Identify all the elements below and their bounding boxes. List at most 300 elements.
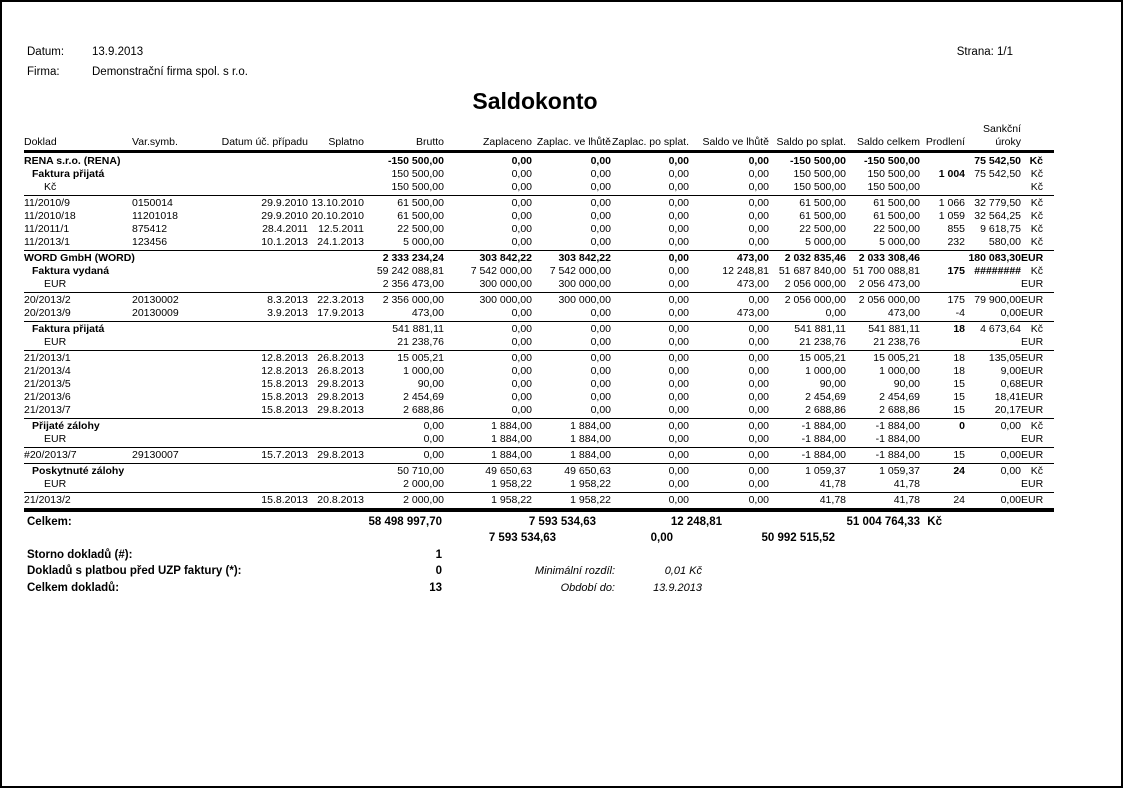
cell-var-symb: 29130007 bbox=[132, 449, 179, 461]
cell-var-symb bbox=[124, 252, 212, 265]
cell-prodleni: 0 bbox=[959, 420, 965, 432]
cell-prodleni: 18 bbox=[953, 365, 965, 377]
cell-zaplaceno-po-splat: 0,00 bbox=[668, 465, 689, 477]
datum-value: 13.9.2013 bbox=[92, 46, 144, 58]
celkem2-zaplaceno-po-splat: 0,00 bbox=[650, 532, 673, 544]
cell-mena: Kč bbox=[1029, 155, 1043, 167]
cell-sankcni-uroky: 135,05 bbox=[988, 352, 1021, 364]
table-row bbox=[24, 352, 1054, 365]
cell-saldo-ve-lhute: 0,00 bbox=[748, 378, 769, 390]
cell-prodleni: 175 bbox=[947, 294, 965, 306]
cell-zaplaceno-ve-lhute: 0,00 bbox=[590, 378, 611, 390]
cell-zaplaceno-po-splat: 0,00 bbox=[668, 449, 689, 461]
cell-zaplaceno-ve-lhute: 0,00 bbox=[590, 181, 611, 193]
cell-zaplaceno-po-splat: 0,00 bbox=[668, 323, 689, 335]
cell-zaplaceno-po-splat: 0,00 bbox=[668, 433, 689, 445]
cell-mena: EUR bbox=[1021, 478, 1044, 490]
cell-sankcni-uroky: 4 673,64 bbox=[980, 323, 1021, 335]
table-row bbox=[24, 307, 1054, 320]
cell-prodleni: 15 bbox=[953, 378, 965, 390]
cell-datum-uc-pripadu: 15.8.2013 bbox=[261, 391, 308, 403]
cell-doklad: Faktura přijatá bbox=[32, 323, 105, 335]
cell-splatno bbox=[308, 478, 364, 491]
cell-zaplaceno: 0,00 bbox=[511, 223, 532, 235]
cell-zaplaceno-ve-lhute: 300 000,00 bbox=[558, 278, 611, 290]
cell-brutto: 2 356 473,00 bbox=[382, 278, 444, 290]
cell-splatno: 20.10.2010 bbox=[311, 210, 364, 222]
column-header-splatno: Splatno bbox=[328, 136, 364, 148]
cell-prodleni: 1 004 bbox=[938, 168, 965, 180]
cell-splatno bbox=[308, 155, 364, 168]
cell-saldo-po-splat: -150 500,00 bbox=[789, 155, 846, 167]
cell-datum-uc-pripadu: 15.8.2013 bbox=[261, 404, 308, 416]
datum-label: Datum: bbox=[27, 46, 65, 58]
cell-brutto: 0,00 bbox=[423, 433, 444, 445]
storno-row bbox=[24, 548, 1054, 563]
cell-zaplaceno: 0,00 bbox=[511, 236, 532, 248]
cell-doklad: 21/2013/2 bbox=[24, 494, 71, 506]
cell-zaplaceno-po-splat: 0,00 bbox=[668, 494, 689, 506]
cell-var-symb bbox=[124, 168, 212, 181]
cell-mena: Kč bbox=[1030, 465, 1043, 477]
cell-saldo-celkem: 2 056 000,00 bbox=[858, 294, 920, 306]
cell-zaplaceno-po-splat: 0,00 bbox=[668, 168, 689, 180]
cell-zaplaceno-po-splat: 0,00 bbox=[668, 252, 689, 264]
cell-saldo-ve-lhute: 0,00 bbox=[748, 236, 769, 248]
cell-var-symb: 11201018 bbox=[132, 210, 178, 222]
cell-zaplaceno-po-splat: 0,00 bbox=[668, 155, 689, 167]
cell-saldo-po-splat: 41,78 bbox=[819, 494, 846, 506]
separator-rule bbox=[24, 447, 1054, 448]
cell-mena: EUR bbox=[1021, 365, 1044, 377]
cell-zaplaceno-ve-lhute: 0,00 bbox=[590, 323, 611, 335]
cell-doklad: 11/2010/9 bbox=[24, 197, 70, 209]
cell-var-symb bbox=[124, 352, 212, 365]
cell-prodleni: 24 bbox=[953, 494, 965, 506]
cell-zaplaceno: 303 842,22 bbox=[479, 252, 532, 264]
cell-mena: Kč bbox=[1030, 265, 1043, 277]
column-header-brutto: Brutto bbox=[415, 136, 444, 148]
cell-splatno: 24.1.2013 bbox=[317, 236, 364, 248]
cell-mena: Kč bbox=[1030, 236, 1043, 248]
cell-var-symb bbox=[124, 323, 212, 336]
cell-saldo-celkem: 2 454,69 bbox=[879, 391, 920, 403]
cell-saldo-po-splat: 5 000,00 bbox=[805, 236, 846, 248]
cell-splatno: 26.8.2013 bbox=[317, 352, 364, 364]
cell-prodleni bbox=[920, 336, 965, 349]
cell-brutto: 0,00 bbox=[423, 449, 444, 461]
cell-zaplaceno-ve-lhute: 0,00 bbox=[590, 352, 611, 364]
cell-saldo-ve-lhute: 0,00 bbox=[748, 336, 769, 348]
cell-saldo-po-splat: 51 687 840,00 bbox=[778, 265, 846, 277]
cell-mena: Kč bbox=[1030, 181, 1043, 193]
cell-saldo-ve-lhute: 0,00 bbox=[748, 494, 769, 506]
cell-splatno bbox=[308, 336, 364, 349]
celkem-zaplaceno: 7 593 534,63 bbox=[528, 516, 596, 528]
cell-saldo-po-splat: -1 884,00 bbox=[801, 449, 846, 461]
cell-doklad: EUR bbox=[44, 433, 67, 445]
table-row bbox=[24, 265, 1054, 278]
table-row bbox=[24, 197, 1054, 210]
cell-splatno: 22.3.2013 bbox=[317, 294, 364, 306]
celkem-saldo-celkem: 51 004 764,33 bbox=[846, 516, 920, 528]
meta-datum-row bbox=[27, 42, 248, 62]
cell-zaplaceno-po-splat: 0,00 bbox=[668, 307, 689, 319]
cell-var-symb: 20130002 bbox=[132, 294, 179, 306]
cell-splatno bbox=[308, 433, 364, 446]
cell-mena: Kč bbox=[1030, 210, 1043, 222]
cell-var-symb bbox=[124, 265, 212, 278]
separator-rule bbox=[24, 250, 1054, 251]
cell-splatno bbox=[308, 278, 364, 291]
cell-brutto: 2 333 234,24 bbox=[382, 252, 444, 264]
cell-zaplaceno-ve-lhute: 0,00 bbox=[590, 223, 611, 235]
cell-prodleni bbox=[920, 155, 965, 168]
cell-saldo-po-splat: 541 881,11 bbox=[794, 323, 846, 335]
cell-brutto: 15 005,21 bbox=[397, 352, 444, 364]
cell-zaplaceno-ve-lhute: 0,00 bbox=[590, 391, 611, 403]
firma-value: Demonstrační firma spol. s r.o. bbox=[92, 66, 248, 78]
cell-saldo-po-splat: 61 500,00 bbox=[799, 197, 846, 209]
report-title: Saldokonto bbox=[472, 88, 598, 114]
cell-zaplaceno-ve-lhute: 0,00 bbox=[590, 236, 611, 248]
uzp-row bbox=[24, 564, 1054, 579]
cell-splatno bbox=[308, 465, 364, 478]
table-row bbox=[24, 155, 1054, 168]
cell-saldo-ve-lhute: 0,00 bbox=[748, 168, 769, 180]
cell-saldo-po-splat: -1 884,00 bbox=[801, 433, 846, 445]
cell-zaplaceno: 0,00 bbox=[511, 404, 532, 416]
cell-mena: Kč bbox=[1030, 420, 1043, 432]
cell-datum-uc-pripadu bbox=[212, 465, 308, 478]
cell-saldo-ve-lhute: 0,00 bbox=[748, 465, 769, 477]
cell-zaplaceno-po-splat: 0,00 bbox=[668, 278, 689, 290]
cell-zaplaceno-po-splat: 0,00 bbox=[668, 223, 689, 235]
cell-saldo-celkem: 21 238,76 bbox=[873, 336, 920, 348]
cell-mena: EUR bbox=[1021, 404, 1044, 416]
cell-doklad: 11/2011/1 bbox=[24, 223, 70, 235]
cell-zaplaceno-po-splat: 0,00 bbox=[668, 352, 689, 364]
cell-datum-uc-pripadu: 15.8.2013 bbox=[261, 494, 308, 506]
cell-zaplaceno: 0,00 bbox=[511, 365, 532, 377]
cell-datum-uc-pripadu: 28.4.2011 bbox=[262, 223, 308, 235]
cell-zaplaceno: 1 884,00 bbox=[491, 420, 532, 432]
column-header-sankcni-uroky: Sankční úroky bbox=[983, 123, 1021, 148]
cell-sankcni-uroky: ######## bbox=[974, 265, 1021, 277]
cell-zaplaceno-ve-lhute: 7 542 000,00 bbox=[549, 265, 611, 277]
cell-splatno: 26.8.2013 bbox=[317, 365, 364, 377]
cell-doklad: Kč bbox=[44, 181, 57, 193]
cell-saldo-ve-lhute: 473,00 bbox=[736, 252, 769, 264]
cell-saldo-ve-lhute: 473,00 bbox=[736, 278, 769, 290]
cell-brutto: 0,00 bbox=[423, 420, 444, 432]
cell-doklad: RENA s.r.o. (RENA) bbox=[24, 155, 121, 167]
column-header-zaplaceno-po-splat: Zaplac. po splat. bbox=[611, 136, 689, 148]
cell-saldo-po-splat: 61 500,00 bbox=[799, 210, 846, 222]
cell-mena: Kč bbox=[1030, 323, 1043, 335]
cell-saldo-po-splat: 2 056 000,00 bbox=[784, 294, 846, 306]
cell-doklad: EUR bbox=[44, 278, 67, 290]
cell-sankcni-uroky bbox=[965, 278, 1021, 291]
table-row bbox=[24, 294, 1054, 307]
cell-var-symb bbox=[124, 420, 212, 433]
cell-sankcni-uroky: 0,00 bbox=[1000, 420, 1021, 432]
cell-sankcni-uroky bbox=[965, 433, 1021, 446]
cell-sankcni-uroky: 32 779,50 bbox=[974, 197, 1021, 209]
cell-datum-uc-pripadu bbox=[212, 323, 308, 336]
cell-saldo-ve-lhute: 0,00 bbox=[748, 223, 769, 235]
cell-zaplaceno-ve-lhute: 303 842,22 bbox=[558, 252, 611, 264]
cell-saldo-celkem: 150 500,00 bbox=[867, 181, 920, 193]
cell-mena: EUR bbox=[1021, 294, 1044, 306]
celkem-mena: Kč bbox=[927, 516, 942, 528]
table-row bbox=[24, 210, 1054, 223]
table-row bbox=[24, 336, 1054, 349]
cell-zaplaceno-po-splat: 0,00 bbox=[668, 391, 689, 403]
cell-brutto: 2 356 000,00 bbox=[382, 294, 444, 306]
cell-zaplaceno-ve-lhute: 1 958,22 bbox=[570, 478, 611, 490]
cell-zaplaceno-ve-lhute: 1 958,22 bbox=[570, 494, 611, 506]
cell-saldo-po-splat: 1 000,00 bbox=[805, 365, 846, 377]
table-row bbox=[24, 478, 1054, 491]
cell-splatno: 29.8.2013 bbox=[317, 378, 364, 390]
cell-zaplaceno-po-splat: 0,00 bbox=[668, 265, 689, 277]
cell-mena: EUR bbox=[1021, 278, 1044, 290]
cell-zaplaceno-ve-lhute: 0,00 bbox=[590, 336, 611, 348]
cell-brutto: 2 000,00 bbox=[403, 494, 444, 506]
cell-datum-uc-pripadu: 12.8.2013 bbox=[261, 352, 308, 364]
cell-saldo-celkem: -1 884,00 bbox=[875, 449, 920, 461]
cell-zaplaceno-po-splat: 0,00 bbox=[668, 420, 689, 432]
cell-doklad: 11/2013/1 bbox=[24, 236, 70, 248]
table-row bbox=[24, 181, 1054, 194]
storno-label: Storno dokladů (#): bbox=[27, 549, 133, 561]
cell-zaplaceno: 0,00 bbox=[511, 181, 532, 193]
cell-zaplaceno: 1 884,00 bbox=[491, 433, 532, 445]
cell-splatno bbox=[308, 252, 364, 265]
storno-value: 1 bbox=[435, 549, 442, 561]
cell-datum-uc-pripadu bbox=[212, 420, 308, 433]
cell-sankcni-uroky: 75 542,50 bbox=[974, 155, 1021, 167]
celkem-saldo-ve-lhute: 12 248,81 bbox=[670, 516, 722, 528]
cell-sankcni-uroky: 180 083,30 bbox=[968, 252, 1021, 264]
cell-zaplaceno: 0,00 bbox=[511, 155, 532, 167]
cell-zaplaceno-po-splat: 0,00 bbox=[668, 336, 689, 348]
cell-splatno: 12.5.2011 bbox=[318, 223, 364, 235]
cell-doklad: Přijaté zálohy bbox=[32, 420, 100, 432]
cell-saldo-ve-lhute: 0,00 bbox=[748, 391, 769, 403]
cell-saldo-celkem: 61 500,00 bbox=[873, 197, 920, 209]
cell-zaplaceno-po-splat: 0,00 bbox=[668, 478, 689, 490]
cell-sankcni-uroky: 0,00 bbox=[1000, 494, 1021, 506]
cell-datum-uc-pripadu: 29.9.2010 bbox=[261, 210, 308, 222]
cell-brutto: 2 688,86 bbox=[403, 404, 444, 416]
cell-zaplaceno-po-splat: 0,00 bbox=[668, 181, 689, 193]
cell-prodleni bbox=[920, 278, 965, 291]
table-row bbox=[24, 391, 1054, 404]
cell-saldo-ve-lhute: 0,00 bbox=[748, 478, 769, 490]
cell-brutto: 21 238,76 bbox=[397, 336, 444, 348]
firma-label: Firma: bbox=[27, 66, 60, 78]
meta-firma-row bbox=[27, 62, 248, 82]
uzp-label: Dokladů s platbou před UZP faktury (*): bbox=[27, 565, 242, 577]
cell-doklad: WORD GmbH (WORD) bbox=[24, 252, 135, 264]
cell-zaplaceno-ve-lhute: 1 884,00 bbox=[570, 433, 611, 445]
cell-saldo-po-splat: 1 059,37 bbox=[805, 465, 846, 477]
cell-saldo-celkem: 1 000,00 bbox=[879, 365, 920, 377]
column-header-saldo-ve-lhute: Saldo ve lhůtě bbox=[702, 136, 769, 148]
cell-datum-uc-pripadu bbox=[212, 168, 308, 181]
table-header-row bbox=[24, 122, 1054, 149]
cell-zaplaceno: 0,00 bbox=[511, 352, 532, 364]
cell-datum-uc-pripadu: 12.8.2013 bbox=[261, 365, 308, 377]
cell-saldo-ve-lhute: 473,00 bbox=[736, 307, 769, 319]
cell-datum-uc-pripadu: 10.1.2013 bbox=[261, 236, 308, 248]
column-header-zaplaceno-ve-lhute: Zaplac. ve lhůtě bbox=[536, 136, 611, 148]
obdobi-label: Období do: bbox=[560, 582, 615, 594]
cell-brutto: 2 000,00 bbox=[403, 478, 444, 490]
cell-var-symb: 20130009 bbox=[132, 307, 179, 319]
cell-saldo-po-splat: 90,00 bbox=[819, 378, 846, 390]
cell-datum-uc-pripadu bbox=[212, 181, 308, 194]
cell-saldo-celkem: 2 688,86 bbox=[879, 404, 920, 416]
cell-brutto: 150 500,00 bbox=[391, 168, 444, 180]
cell-prodleni: 24 bbox=[953, 465, 965, 477]
cell-mena: EUR bbox=[1021, 449, 1044, 461]
separator-rule bbox=[24, 418, 1054, 419]
column-header-zaplaceno: Zaplaceno bbox=[482, 136, 532, 148]
cell-saldo-celkem: 541 881,11 bbox=[868, 323, 920, 335]
cell-splatno: 29.8.2013 bbox=[317, 404, 364, 416]
table-row bbox=[24, 465, 1054, 478]
cell-saldo-celkem: 22 500,00 bbox=[873, 223, 920, 235]
min-rozdil-value: 0,01 Kč bbox=[664, 565, 702, 577]
table-row bbox=[24, 378, 1054, 391]
celkem-brutto: 58 498 997,70 bbox=[368, 516, 442, 528]
cell-saldo-celkem: 90,00 bbox=[893, 378, 920, 390]
cell-saldo-ve-lhute: 0,00 bbox=[748, 420, 769, 432]
cell-sankcni-uroky bbox=[965, 181, 1021, 194]
cell-splatno bbox=[308, 420, 364, 433]
cell-var-symb bbox=[124, 404, 212, 417]
cell-saldo-ve-lhute: 0,00 bbox=[748, 404, 769, 416]
cell-zaplaceno-ve-lhute: 300 000,00 bbox=[558, 294, 611, 306]
cell-mena: Kč bbox=[1030, 168, 1043, 180]
cell-saldo-ve-lhute: 0,00 bbox=[748, 352, 769, 364]
column-header-saldo-po-splat: Saldo po splat. bbox=[776, 136, 846, 148]
cell-splatno: 13.10.2010 bbox=[311, 197, 364, 209]
cell-datum-uc-pripadu: 29.9.2010 bbox=[261, 197, 308, 209]
separator-rule bbox=[24, 492, 1054, 493]
cell-saldo-ve-lhute: 0,00 bbox=[748, 155, 769, 167]
cell-zaplaceno-ve-lhute: 1 884,00 bbox=[570, 420, 611, 432]
cell-brutto: -150 500,00 bbox=[387, 155, 444, 167]
cell-sankcni-uroky: 18,41 bbox=[994, 391, 1021, 403]
cell-zaplaceno: 0,00 bbox=[511, 210, 532, 222]
cell-doklad: #20/2013/7 bbox=[24, 449, 77, 461]
cell-brutto: 150 500,00 bbox=[391, 181, 444, 193]
cell-mena: Kč bbox=[1030, 223, 1043, 235]
cell-doklad: 20/2013/9 bbox=[24, 307, 71, 319]
cell-var-symb: 875412 bbox=[132, 223, 168, 235]
cell-var-symb bbox=[124, 494, 212, 507]
cell-zaplaceno-ve-lhute: 1 884,00 bbox=[570, 449, 611, 461]
cell-var-symb bbox=[124, 336, 212, 349]
cell-doklad: Faktura přijatá bbox=[32, 168, 105, 180]
cell-saldo-ve-lhute: 0,00 bbox=[748, 181, 769, 193]
cell-doklad: 21/2013/6 bbox=[24, 391, 71, 403]
column-header-datum-uc-pripadu: Datum úč. případu bbox=[221, 136, 308, 148]
cell-saldo-po-splat: 2 454,69 bbox=[805, 391, 846, 403]
cell-brutto: 1 000,00 bbox=[403, 365, 444, 377]
cell-sankcni-uroky: 79 900,00 bbox=[974, 294, 1021, 306]
cell-splatno bbox=[308, 181, 364, 194]
cell-prodleni bbox=[920, 252, 965, 265]
cell-var-symb: 0150014 bbox=[132, 197, 173, 209]
cell-doklad: EUR bbox=[44, 336, 67, 348]
celkem2-zaplaceno: 7 593 534,63 bbox=[488, 532, 556, 544]
cell-zaplaceno: 7 542 000,00 bbox=[470, 265, 532, 277]
cell-saldo-celkem: -1 884,00 bbox=[875, 433, 920, 445]
table-row bbox=[24, 494, 1054, 507]
cell-saldo-po-splat: 150 500,00 bbox=[793, 168, 846, 180]
cell-zaplaceno-ve-lhute: 0,00 bbox=[590, 210, 611, 222]
cell-saldo-po-splat: 15 005,21 bbox=[799, 352, 846, 364]
cell-saldo-po-splat: 22 500,00 bbox=[799, 223, 846, 235]
celkem-row-1 bbox=[24, 515, 1054, 530]
table-row bbox=[24, 420, 1054, 433]
separator-rule bbox=[24, 195, 1054, 196]
cell-zaplaceno: 0,00 bbox=[511, 197, 532, 209]
cell-mena: EUR bbox=[1021, 433, 1044, 445]
cell-zaplaceno-po-splat: 0,00 bbox=[668, 294, 689, 306]
cell-var-symb bbox=[124, 278, 212, 291]
cell-datum-uc-pripadu bbox=[212, 155, 308, 168]
cell-zaplaceno: 0,00 bbox=[511, 391, 532, 403]
cell-zaplaceno: 49 650,63 bbox=[485, 465, 532, 477]
cell-datum-uc-pripadu: 3.9.2013 bbox=[267, 307, 308, 319]
column-header-var-symb: Var.symb. bbox=[132, 136, 178, 148]
cell-splatno: 20.8.2013 bbox=[317, 494, 364, 506]
cell-brutto: 61 500,00 bbox=[397, 197, 444, 209]
cell-var-symb bbox=[124, 465, 212, 478]
cell-zaplaceno-ve-lhute: 49 650,63 bbox=[564, 465, 611, 477]
cell-var-symb bbox=[124, 181, 212, 194]
cell-zaplaceno-ve-lhute: 0,00 bbox=[590, 197, 611, 209]
cell-saldo-celkem: -1 884,00 bbox=[875, 420, 920, 432]
cell-doklad: Faktura vydaná bbox=[32, 265, 110, 277]
table-row bbox=[24, 433, 1054, 446]
cell-saldo-celkem: 150 500,00 bbox=[867, 168, 920, 180]
cell-saldo-celkem: 2 056 473,00 bbox=[858, 278, 920, 290]
separator-rule bbox=[24, 508, 1054, 512]
cell-saldo-ve-lhute: 0,00 bbox=[748, 210, 769, 222]
cell-var-symb bbox=[124, 378, 212, 391]
cell-doklad: 21/2013/5 bbox=[24, 378, 71, 390]
cell-sankcni-uroky bbox=[965, 336, 1021, 349]
cell-prodleni: 1 066 bbox=[938, 197, 965, 209]
cell-zaplaceno: 0,00 bbox=[511, 307, 532, 319]
cell-zaplaceno-po-splat: 0,00 bbox=[668, 197, 689, 209]
cell-brutto: 59 242 088,81 bbox=[376, 265, 444, 277]
table-row bbox=[24, 323, 1054, 336]
cell-sankcni-uroky: 0,68 bbox=[1000, 378, 1021, 390]
celkem-dokladu-row bbox=[24, 581, 1054, 596]
cell-zaplaceno-po-splat: 0,00 bbox=[668, 404, 689, 416]
obdobi-value: 13.9.2013 bbox=[653, 582, 702, 594]
cell-saldo-celkem: 61 500,00 bbox=[873, 210, 920, 222]
cell-splatno bbox=[308, 265, 364, 278]
